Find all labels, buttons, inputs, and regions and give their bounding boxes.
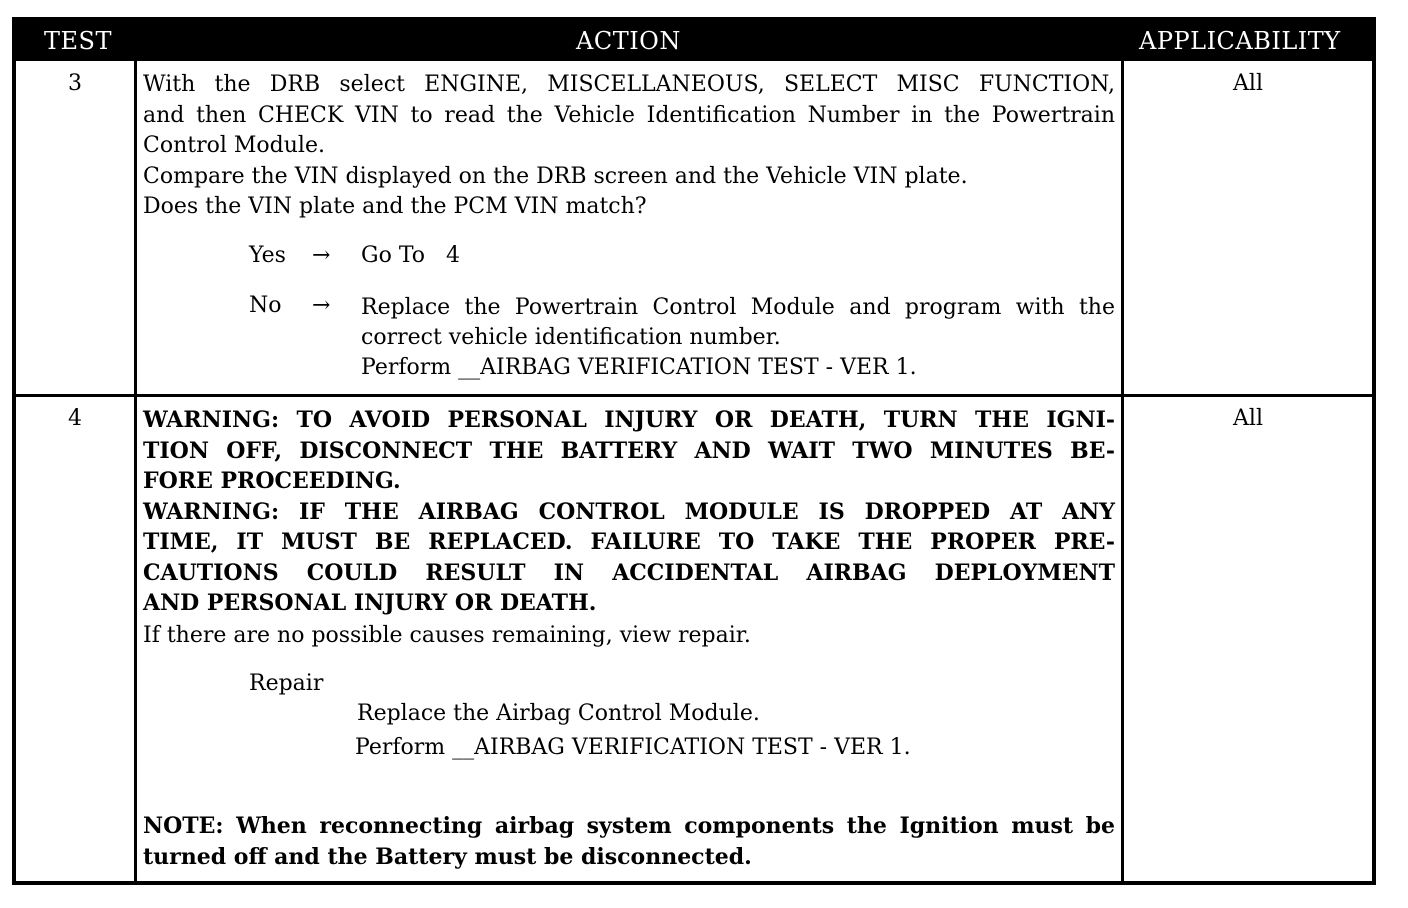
header-action: ACTION	[576, 27, 681, 55]
column-divider	[1121, 61, 1124, 881]
column-divider	[134, 61, 137, 881]
warning-line: WARNING: TO AVOID PERSONAL INJURY OR DEATH, TURN THE IGNI-	[143, 407, 1115, 433]
note-line: turned off and the Battery must be disconnected.	[143, 843, 752, 870]
row1-instructions	[143, 70, 1115, 223]
row2-note	[143, 811, 1115, 872]
header-test: TEST	[44, 27, 112, 55]
warning-line: CAUTIONS COULD RESULT IN ACCIDENTAL AIRBAG DEPLOYMENT	[143, 559, 1115, 586]
row1-test-number: 3	[68, 71, 82, 96]
header-applicability: APPLICABILITY	[1139, 27, 1341, 55]
row2-warnings	[143, 405, 1115, 619]
right-arrow-icon: →	[312, 243, 331, 268]
text-line: Control Module.	[143, 133, 325, 158]
text-line: Perform __AIRBAG VERIFICATION TEST - VER 1.	[361, 355, 917, 380]
text-line: With the DRB select ENGINE, MISCELLANEOUS, SELECT MISC FUNCTION,	[143, 72, 1115, 97]
warning-line: AND PERSONAL INJURY OR DEATH.	[143, 590, 597, 616]
warning-line: WARNING: IF THE AIRBAG CONTROL MODULE IS DROPPED AT ANY	[143, 498, 1115, 525]
row1-applicability: All	[1233, 71, 1263, 96]
table-header	[16, 21, 1372, 61]
text-line: Replace the Powertrain Control Module and program with the	[361, 295, 1115, 320]
repair-step-1: Replace the Airbag Control Module.	[357, 701, 760, 726]
diagnostic-table	[12, 17, 1376, 885]
no-label: No	[249, 293, 282, 318]
warning-line: TIME, IT MUST BE REPLACED. FAILURE TO TAKE THE PROPER PRE-	[143, 529, 1115, 555]
text-line: and then CHECK VIN to read the Vehicle Identification Number in the Powertrain	[143, 102, 1115, 128]
right-arrow-icon: →	[312, 293, 331, 318]
row2-test-number: 4	[68, 406, 82, 431]
note-line: NOTE: When reconnecting airbag system components the Ignition must be	[143, 813, 1115, 839]
text-line: correct vehicle identification number.	[361, 325, 781, 350]
text-line: Compare the VIN displayed on the DRB screen and the Vehicle VIN plate.	[143, 163, 968, 189]
repair-step-2: Perform __AIRBAG VERIFICATION TEST - VER 1.	[355, 735, 911, 760]
row2-info: If there are no possible causes remaining, view repair.	[143, 623, 751, 648]
yes-label: Yes	[249, 243, 286, 268]
warning-line: FORE PROCEEDING.	[143, 468, 401, 494]
row-divider	[16, 394, 1372, 397]
no-action	[361, 293, 1115, 383]
row2-applicability: All	[1233, 406, 1263, 431]
yes-action: Go To 4	[361, 243, 460, 268]
warning-line: TION OFF, DISCONNECT THE BATTERY AND WAIT TWO MINUTES BE-	[143, 437, 1115, 464]
text-line: Does the VIN plate and the PCM VIN match?	[143, 194, 647, 219]
repair-label: Repair	[249, 671, 324, 696]
